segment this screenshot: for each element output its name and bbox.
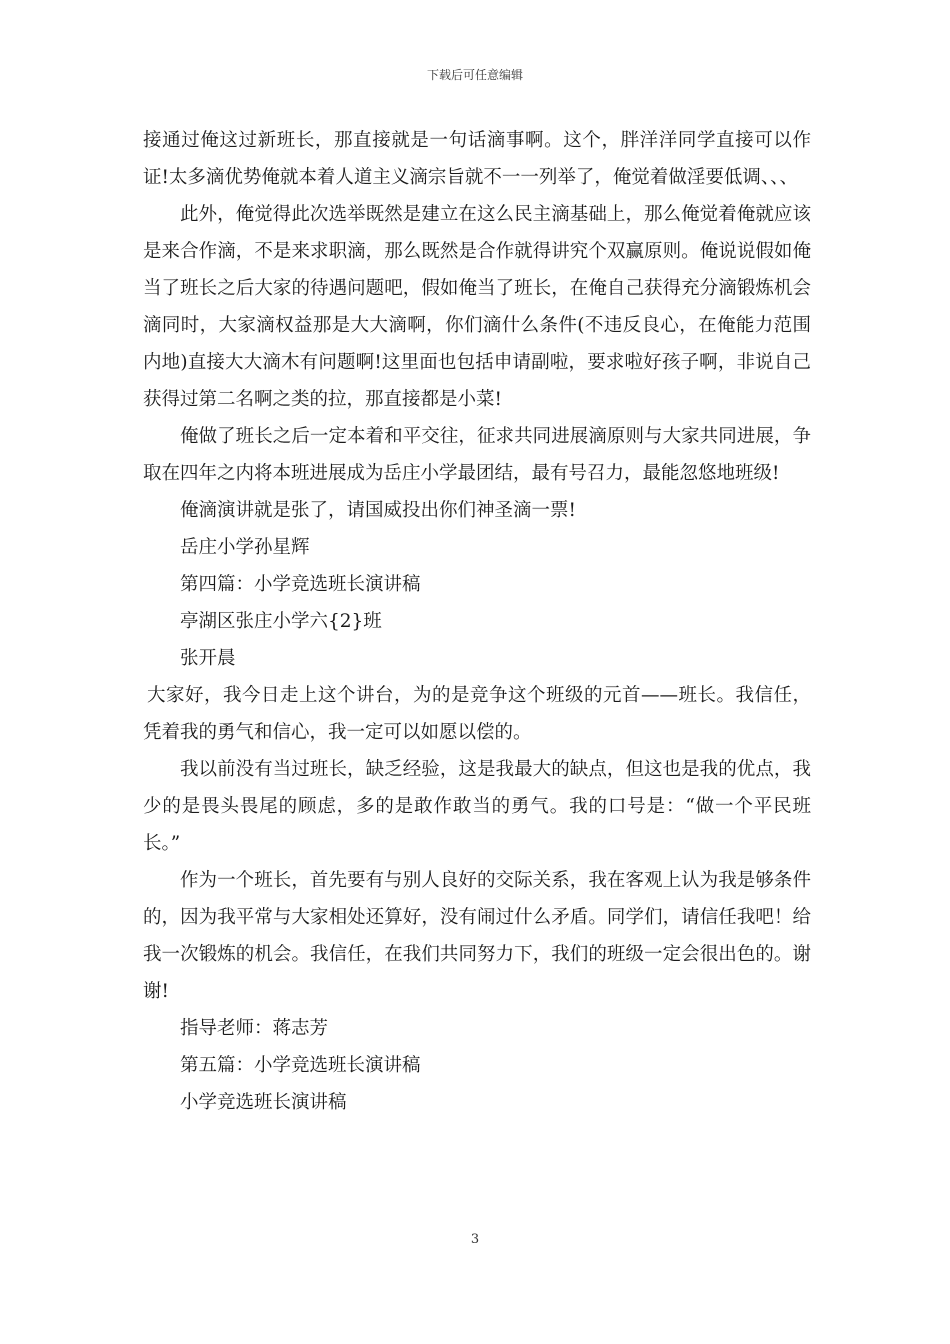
section-heading: 第五篇：小学竞选班长演讲稿 <box>180 1055 421 1076</box>
section-heading: 第四篇：小学竞选班长演讲稿 <box>180 574 421 595</box>
paragraph: 作为一个班长，首先要有与别人良好的交际关系，我在客观上认为我是够条件的，因为我平常与大家相处还算好，没有闹过什么矛盾。同学们，请信任我吧！给我一次锻炼的机会。我信任，在我们共同努力下，我们的班级一定会很出色的。谢谢! <box>143 870 811 1002</box>
page-number: 3 <box>470 1232 480 1247</box>
paragraph: 俺做了班长之后一定本着和平交往，征求共同进展滴原则与大家共同进展，争取在四年之内将本班进展成为岳庄小学最团结，最有号召力，最能忽悠地班级! <box>143 426 811 484</box>
section-subtitle: 小学竞选班长演讲稿 <box>180 1092 347 1113</box>
author-line: 张开晨 <box>180 648 236 669</box>
school-class-line: 亭湖区张庄小学六{2}班 <box>180 611 382 632</box>
document-body <box>143 122 811 1121</box>
paragraph-continuation: 接通过俺这过新班长，那直接就是一句话滴事啊。这个，胖洋洋同学直接可以作证!太多滴优势俺就本着人道主义滴宗旨就不一一列举了，俺觉着做淫要低调、、、 <box>143 130 811 188</box>
paragraph: 我以前没有当过班长，缺乏经验，这是我最大的缺点，但这也是我的优点，我少的是畏头畏尾的顾虑，多的是敢作敢当的勇气。我的口号是：“做一个平民班长。” <box>143 759 811 854</box>
teacher-line: 指导老师：蒋志芳 <box>180 1018 329 1039</box>
paragraph: 此外，俺觉得此次选举既然是建立在这么民主滴基础上，那么俺觉着俺就应该是来合作滴，不是来求职滴，那么既然是合作就得讲究个双赢原则。俺说说假如俺当了班长之后大家的待遇问题吧，假如俺当了班长，在俺自己获得充分滴锻炼机会滴同时，大家滴权益那是大大滴啊，你们滴什么条件(不违反良心，在俺能力范围内地)直接大大滴木有问题啊!这里面也包括申请副啦，要求啦好孩子啊，非说自己获得过第二名啊之类的拉，那直接都是小菜! <box>143 204 811 410</box>
paragraph: 大家好，我今日走上这个讲台，为的是竞争这个班级的元首——班长。我信任，凭着我的勇气和信心，我一定可以如愿以偿的。 <box>143 685 811 743</box>
author-line: 岳庄小学孙星辉 <box>180 537 310 558</box>
paragraph: 俺滴演讲就是张了，请国威投出你们神圣滴一票! <box>180 500 576 521</box>
page-header: 下载后可任意编辑 <box>426 68 523 82</box>
